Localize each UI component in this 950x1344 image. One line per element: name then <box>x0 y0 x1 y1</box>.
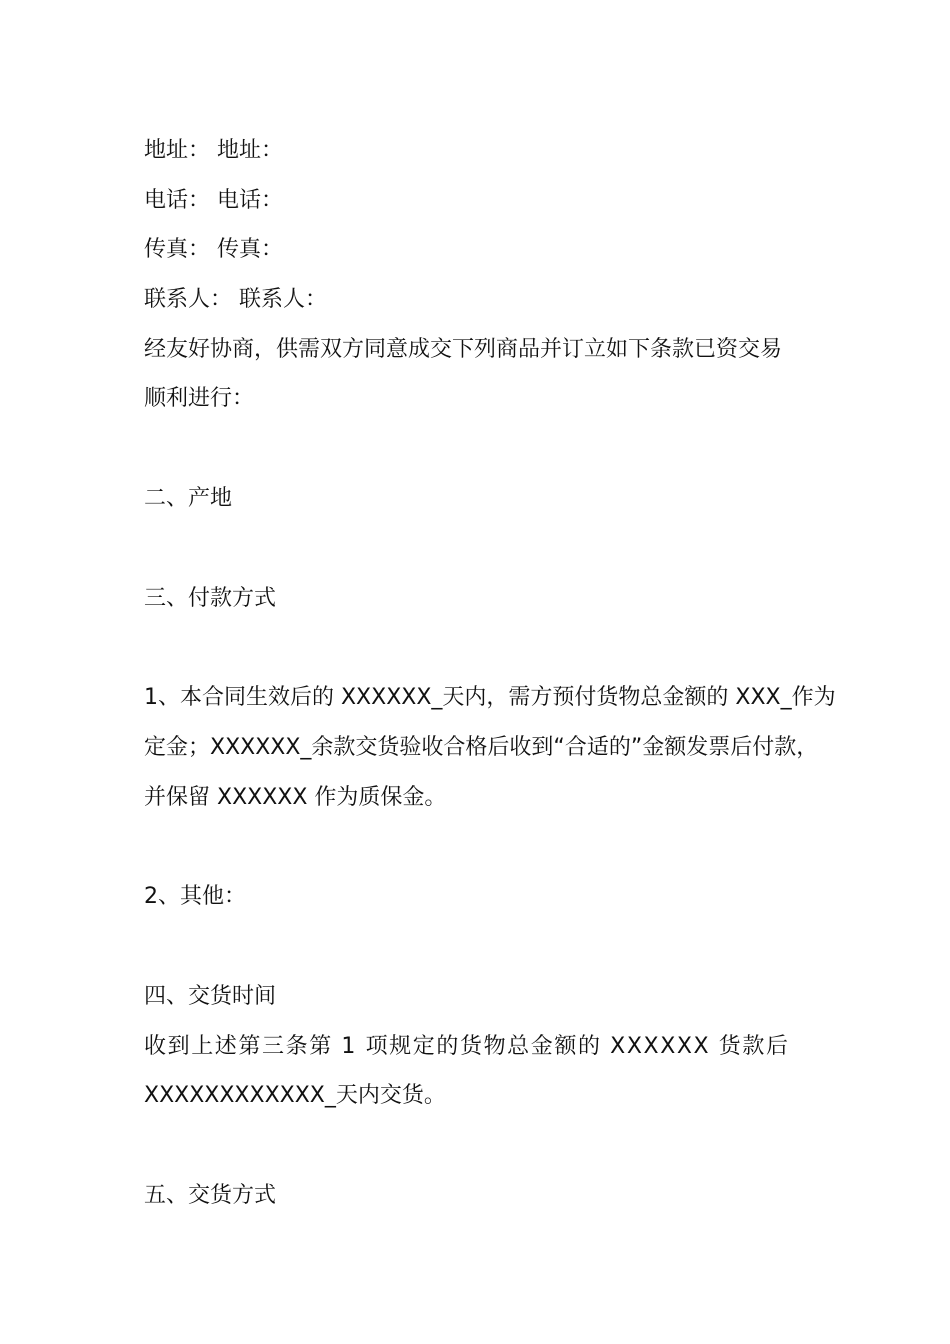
intro-line-1: 经友好协商，供需双方同意成交下列商品并订立如下条款已资交易 <box>144 337 783 362</box>
delivery-time-line1: 收到上述第三条第 1 项规定的货物总金额的 XXXXXX 货款后 <box>144 1034 790 1059</box>
delivery-time-heading: 四、交货时间 <box>144 984 277 1009</box>
origin-heading: 二、产地 <box>144 486 233 511</box>
address-line: 地址： 地址： <box>144 138 283 163</box>
fax-line: 传真： 传真： <box>144 237 283 262</box>
intro-line-2: 顺利进行： <box>144 386 255 411</box>
delivery-time-line2: XXXXXXXXXXXX_天内交货。 <box>144 1083 446 1108</box>
payment-heading: 三、付款方式 <box>144 586 277 611</box>
payment-item1-line1: 1、本合同生效后的 XXXXXX_天内，需方预付货物总金额的 XXX_作为 <box>144 685 836 710</box>
phone-line: 电话： 电话： <box>144 188 283 213</box>
payment-item1-line2: 定金；XXXXXX_余款交货验收合格后收到“合适的”金额发票后付款， <box>144 735 819 760</box>
payment-item2: 2、其他： <box>144 884 246 909</box>
payment-item1-line3: 并保留 XXXXXX 作为质保金。 <box>144 785 447 810</box>
contact-person-line: 联系人： 联系人： <box>144 287 327 312</box>
delivery-method-heading: 五、交货方式 <box>144 1183 277 1208</box>
